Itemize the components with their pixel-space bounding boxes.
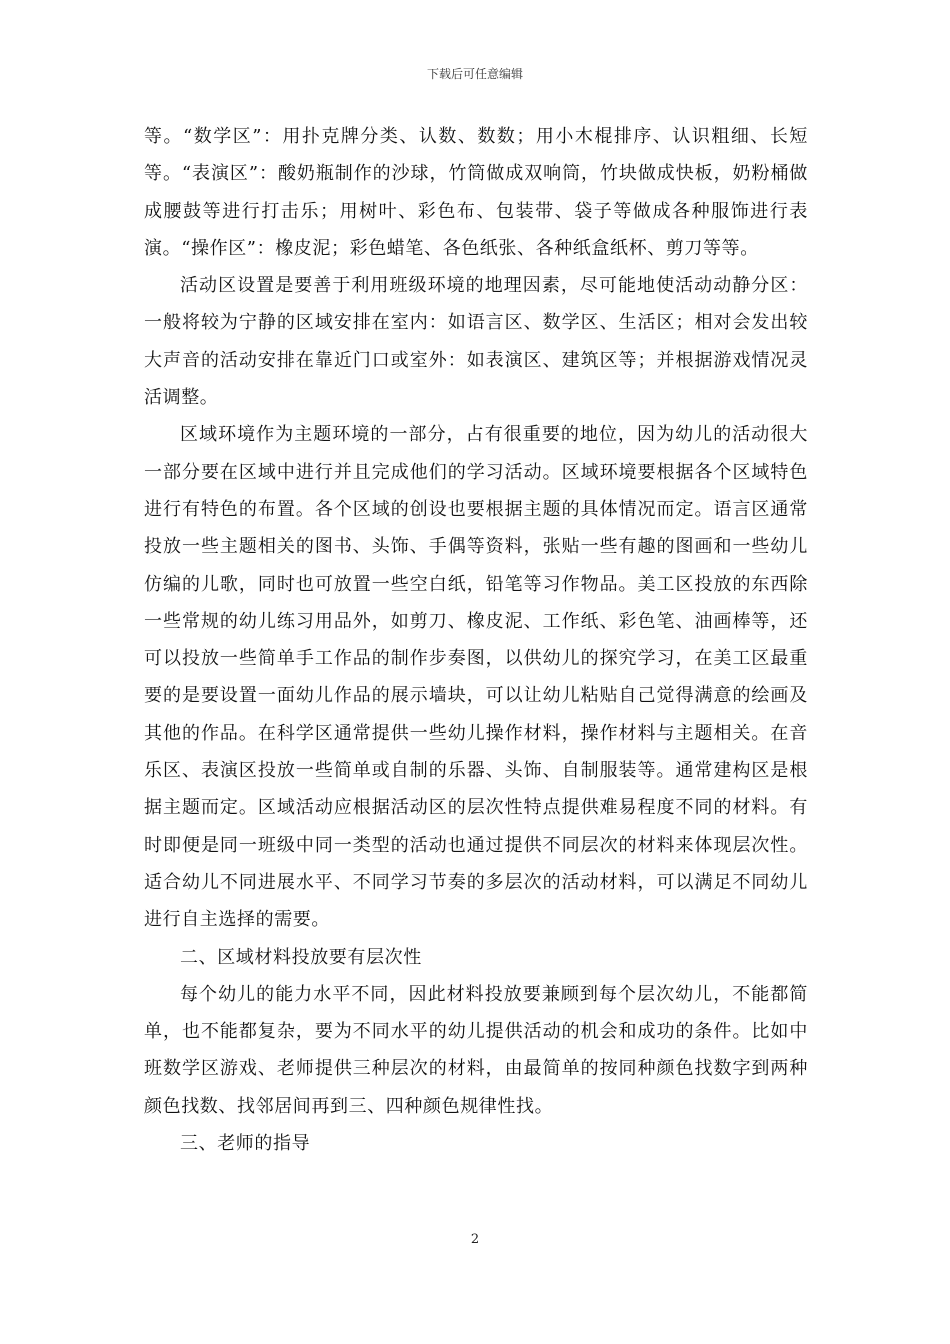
section-heading-materials: 二、区域材料投放要有层次性 xyxy=(180,946,422,968)
page-header: 下载后可任意编辑 xyxy=(426,67,523,81)
section-heading-teacher-guidance: 三、老师的指导 xyxy=(180,1133,311,1155)
paragraph-activity-zones: 活动区设置是要善于利用班级环境的地理因素，尽可能地使活动动静分区：一般将较为宁静的区域安排在室内：如语言区、数学区、生活区；相对会发出较大声音的活动安排在靠近门口或室外：如表演区、建筑区等；并根据游戏情况灵活调整。 xyxy=(144,275,808,409)
paragraph-material-levels: 每个幼儿的能力水平不同，因此材料投放要兼顾到每个层次幼儿，不能都简单，也不能都复杂，要为不同水平的幼儿提供活动的机会和成功的条件。比如中班数学区游戏、老师提供三种层次的材料，由最简单的按同种颜色找数字到两种颜色找数、找邻居间再到三、四种颜色规律性找。 xyxy=(144,983,808,1117)
page-number: 2 xyxy=(470,1232,480,1247)
document-body xyxy=(144,118,808,1162)
paragraph-area-environment: 区域环境作为主题环境的一部分，占有很重要的地位，因为幼儿的活动很大一部分要在区域中进行并且完成他们的学习活动。区域环境要根据各个区域特色进行有特色的布置。各个区域的创设也要根据主题的具体情况而定。语言区通常投放一些主题相关的图书、头饰、手偶等资料，张贴一些有趣的图画和一些幼儿仿编的儿歌，同时也可放置一些空白纸，铅笔等习作物品。美工区投放的东西除一些常规的幼儿练习用品外，如剪刀、橡皮泥、工作纸、彩色笔、油画棒等，还可以投放一些简单手工作品的制作步奏图，以供幼儿的探究学习，在美工区最重要的是要设置一面幼儿作品的展示墙块，可以让幼儿粘贴自己觉得满意的绘画及其他的作品。在科学区通常提供一些幼儿操作材料，操作材料与主题相关。在音乐区、表演区投放一些简单或自制的乐器、头饰、自制服装等。通常建构区是根据主题而定。区域活动应根据活动区的层次性特点提供难易程度不同的材料。有时即便是同一班级中同一类型的活动也通过提供不同层次的材料来体现层次性。适合幼儿不同进展水平、不同学习节奏的多层次的活动材料，可以满足不同幼儿进行自主选择的需要。 xyxy=(144,424,808,931)
paragraph-continued: 等。“数学区”：用扑克牌分类、认数、数数；用小木棍排序、认识粗细、长短等。“表演区”：酸奶瓶制作的沙球，竹筒做成双响筒，竹块做成快板，奶粉桶做成腰鼓等进行打击乐；用树叶、彩色布、包装带、袋子等做成各种服饰进行表演。“操作区”：橡皮泥；彩色蜡笔、各色纸张、各种纸盒纸杯、剪刀等等。 xyxy=(144,126,808,259)
